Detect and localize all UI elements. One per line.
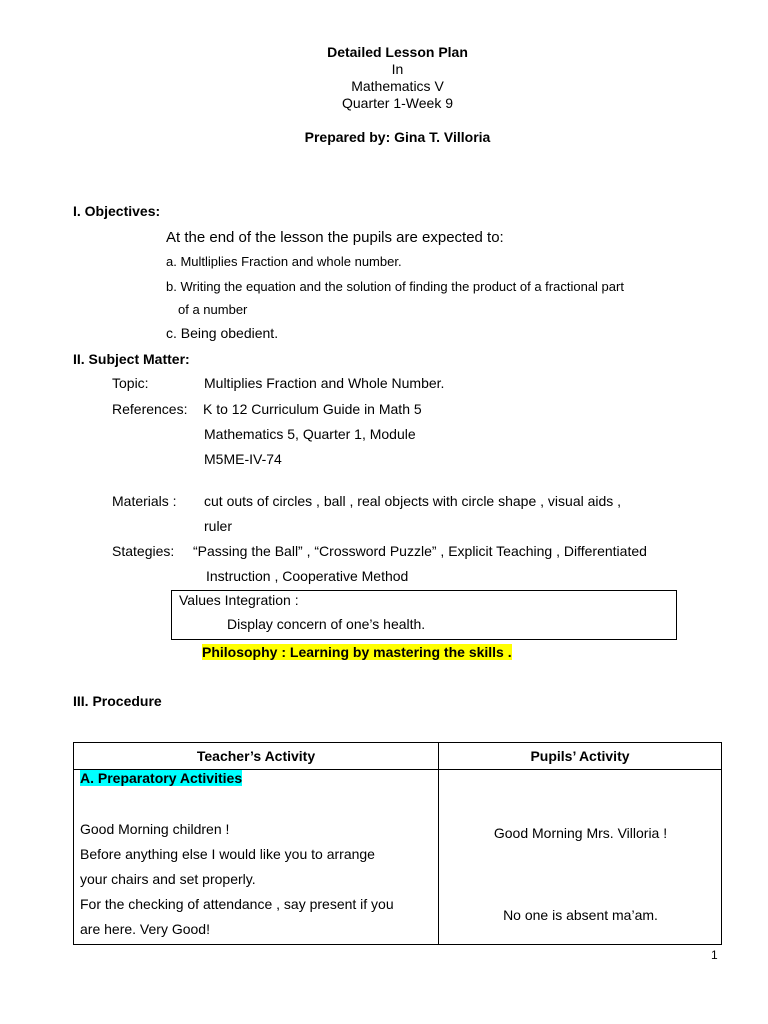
reference-3: M5ME-IV-74 [204,451,282,467]
references-label: References: [112,401,188,417]
pupil-response-attendance: No one is absent ma’am. [503,907,658,923]
values-text: Display concern of one’s health. [227,616,426,632]
teacher-line: your chairs and set properly. [80,871,256,887]
table-row [74,770,722,945]
objective-b-continued: of a number [178,302,248,317]
teacher-activity-cell [74,770,439,945]
values-label: Values Integration : [179,592,299,608]
materials-line-1: cut outs of circles , ball , real objects with circle shape , visual aids , [204,493,622,509]
strategies-line-1: “Passing the Ball” , “Crossword Puzzle” , Explicit Teaching , Differentiated [193,543,647,559]
quarter-line: Quarter 1-Week 9 [341,95,453,111]
objectives-heading: I. Objectives: [73,203,161,219]
strategies-label: Stategies: [112,543,175,559]
strategies-line-2: Instruction , Cooperative Method [206,568,409,584]
reference-2: Mathematics 5, Quarter 1, Module [204,426,416,442]
page-number: 1 [711,948,718,962]
teacher-line: Good Morning children ! [80,821,230,837]
document-title: Detailed Lesson Plan [327,44,468,60]
objective-c: c. Being obedient. [166,325,279,341]
materials-line-2: ruler [204,518,233,534]
objectives-intro: At the end of the lesson the pupils are expected to: [166,229,504,246]
pupil-response-greeting: Good Morning Mrs. Villoria ! [493,825,668,841]
pupils-activity-cell [439,770,722,945]
objective-a: a. Multliplies Fraction and whole number. [166,254,402,269]
philosophy-highlight [202,644,512,660]
procedure-table [73,742,722,945]
procedure-heading: III. Procedure [73,693,162,709]
table-header-row [74,743,722,770]
preparatory-activities-label: A. Preparatory Activities [80,770,243,786]
teacher-activity-header: Teacher’s Activity [74,743,439,770]
prepared-by: Prepared by: Gina T. Villoria [304,129,491,145]
topic-label: Topic: [112,375,149,391]
teacher-line: are here. Very Good! [80,921,210,937]
philosophy-text: Philosophy : Learning by mastering the skills . [202,644,512,660]
subject-matter-heading: II. Subject Matter: [73,351,190,367]
materials-label: Materials : [112,493,177,509]
preparatory-activities-heading [80,770,242,786]
reference-1: K to 12 Curriculum Guide in Math 5 [203,401,422,417]
topic-value: Multiplies Fraction and Whole Number. [204,375,445,391]
values-integration-box [171,590,677,640]
teacher-line: For the checking of attendance , say present if you [80,896,394,912]
pupils-activity-header: Pupils’ Activity [439,743,722,770]
title-line-in: In [391,61,404,77]
subject-line: Mathematics V [351,78,444,94]
teacher-line: Before anything else I would like you to arrange [80,846,375,862]
objective-b: b. Writing the equation and the solution of finding the product of a fractional part [166,279,624,294]
